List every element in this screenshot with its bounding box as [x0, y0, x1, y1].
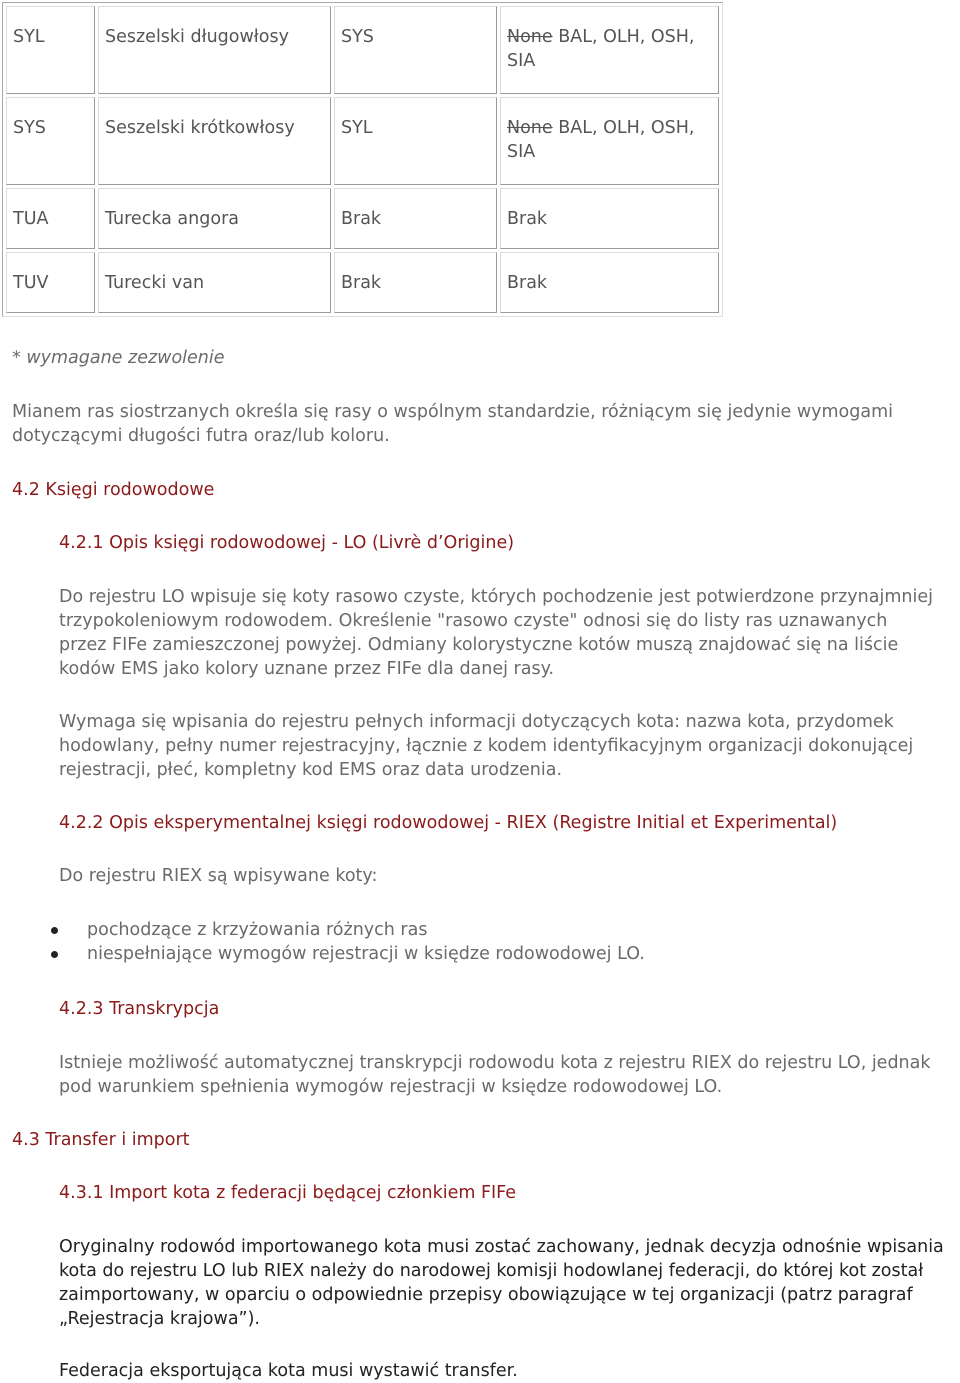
crossing-cell [500, 252, 719, 313]
sister-breed: SYL [334, 97, 497, 185]
heading-4-2-1: 4.2.1 Opis księgi rodowodowej - LO (Livrè d’Origine) [59, 533, 515, 553]
table-row [6, 97, 719, 185]
sister-breed: Brak [334, 188, 497, 249]
heading-4-2: 4.2 Księgi rodowodowe [12, 480, 215, 500]
crossing-cell [500, 188, 719, 249]
breed-code: SYS [6, 97, 95, 185]
lo-paragraph-1: Do rejestru LO wpisuje się koty rasowo czyste, których pochodzenie jest potwierdzone przynajmniej trzypokoleniowym rodowodem. Określenie "rasowo czyste" odnosi się do listy ras uznawanych przez FIFe zamieszczonej powyżej. Odmiany kolorystyczne kotów muszą znajdować się na liście kodów EMS jako kolory uznane przez FIFe dla danej rasy. [59, 587, 933, 679]
crossing-cell [500, 6, 719, 94]
footnote: * wymagane zezwolenie [12, 348, 225, 368]
struck-text: None [507, 118, 553, 138]
table-row [6, 252, 719, 313]
export-paragraph: Federacja eksportująca kota musi wystawić transfer. [59, 1361, 518, 1381]
riex-list [59, 918, 645, 966]
heading-4-2-3: 4.2.3 Transkrypcja [59, 999, 220, 1019]
list-item-text: niespełniające wymogów rejestracji w księdze rodowodowej LO. [87, 944, 645, 964]
list-item [59, 942, 645, 966]
sister-breed: Brak [334, 252, 497, 313]
breed-code: TUV [6, 252, 95, 313]
crossing-breeds: BAL, OLH, OSH, SIA [507, 27, 695, 71]
heading-4-3: 4.3 Transfer i import [12, 1130, 190, 1150]
import-paragraph: Oryginalny rodowód importowanego kota musi zostać zachowany, jednak decyzja odnośnie wpisania kota do rejestru LO lub RIEX należy do narodowej komisji hodowlanej federacji, do której kot został zaimportowany, w oparciu o odpowiednie przepisy obowiązujące w tej organizacji (patrz paragraf „Rejestracja krajowa”). [59, 1237, 944, 1329]
breed-code: TUA [6, 188, 95, 249]
table-row [6, 188, 719, 249]
bullet-icon [51, 951, 58, 958]
breed-table [2, 2, 723, 317]
crossing-breeds: Brak [507, 273, 548, 293]
breed-name: Seszelski krótkowłosy [98, 97, 331, 185]
bullet-icon [51, 927, 58, 934]
list-item [59, 918, 645, 942]
sister-breed: SYS [334, 6, 497, 94]
breed-name: Seszelski długowłosy [98, 6, 331, 94]
crossing-breeds: Brak [507, 209, 548, 229]
crossing-cell [500, 97, 719, 185]
breed-code: SYL [6, 6, 95, 94]
lo-paragraph-2: Wymaga się wpisania do rejestru pełnych informacji dotyczących kota: nazwa kota, przydomek hodowlany, pełny numer rejestracyjny, łącznie z kodem identyfikacyjnym organizacji dokonującej rejestracji, płeć, kompletny kod EMS oraz data urodzenia. [59, 712, 914, 780]
list-item-text: pochodzące z krzyżowania różnych ras [87, 920, 428, 940]
heading-4-3-1: 4.3.1 Import kota z federacji będącej członkiem FIFe [59, 1183, 517, 1203]
transcription-paragraph: Istnieje możliwość automatycznej transkrypcji rodowodu kota z rejestru RIEX do rejestru LO, jednak pod warunkiem spełnienia wymogów rejestracji w księdze rodowodowej LO. [59, 1053, 931, 1097]
heading-4-2-2: 4.2.2 Opis eksperymentalnej księgi rodowodowej - RIEX (Registre Initial et Experimental) [59, 813, 838, 833]
intro-paragraph: Mianem ras siostrzanych określa się rasy o wspólnym standardzie, różniącym się jedynie wymogami dotyczącymi długości futra oraz/lub koloru. [12, 402, 894, 446]
riex-paragraph: Do rejestru RIEX są wpisywane koty: [59, 866, 378, 886]
crossing-breeds: BAL, OLH, OSH, SIA [507, 118, 695, 162]
table-row [6, 6, 719, 94]
struck-text: None [507, 27, 553, 47]
breed-name: Turecki van [98, 252, 331, 313]
breed-name: Turecka angora [98, 188, 331, 249]
